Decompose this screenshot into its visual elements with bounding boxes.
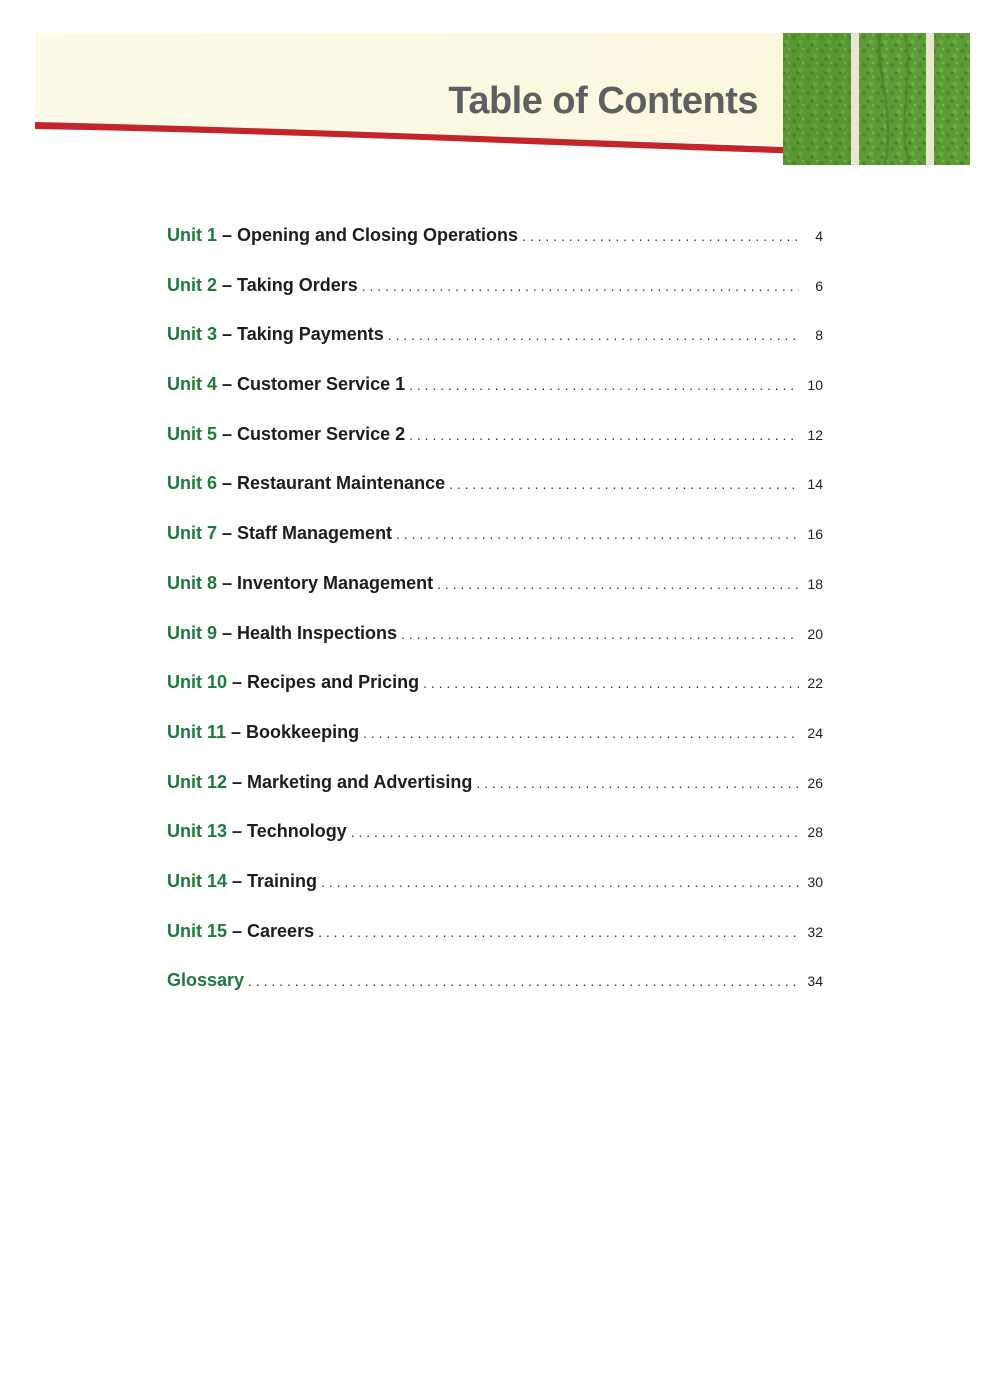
toc-entry[interactable] xyxy=(167,769,823,819)
toc-entry-separator: – xyxy=(227,920,248,941)
toc-entry-title: Customer Service 2 xyxy=(237,423,406,444)
toc-dot-leader xyxy=(449,471,799,497)
toc-entry-page-number: 16 xyxy=(807,526,823,543)
toc-entry-title: Staff Management xyxy=(237,523,393,544)
toc-dot-leader xyxy=(318,919,799,945)
toc-entry-separator: – xyxy=(227,821,248,842)
grass-panel-2 xyxy=(859,33,926,165)
toc-entry[interactable] xyxy=(167,620,823,670)
toc-entry-page-number: 34 xyxy=(807,973,823,990)
toc-entry-separator: – xyxy=(217,324,238,345)
toc-entry-page-number: 28 xyxy=(807,824,823,841)
toc-entry-page-number: 14 xyxy=(807,476,823,493)
toc-entry[interactable] xyxy=(167,371,823,421)
toc-entry-unit: Unit 9 xyxy=(167,622,218,643)
toc-dot-leader xyxy=(388,322,799,348)
toc-entry[interactable] xyxy=(167,321,823,371)
toc-entry-title: Taking Orders xyxy=(237,274,358,295)
toc-dot-leader xyxy=(351,819,799,845)
toc-entry-separator: – xyxy=(227,771,248,792)
toc-entry-page-number: 24 xyxy=(807,724,823,741)
toc-entry-title: Recipes and Pricing xyxy=(247,672,420,693)
toc-entry-title: Technology xyxy=(247,821,347,842)
toc-entry-page-number: 32 xyxy=(807,923,823,940)
toc-entry-page-number: 20 xyxy=(807,625,823,642)
toc-entry-separator: – xyxy=(217,622,238,643)
toc-entry-separator: – xyxy=(217,423,238,444)
toc-dot-leader xyxy=(396,521,799,547)
toc-entry[interactable] xyxy=(167,918,823,968)
toc-entry-page-number: 12 xyxy=(807,426,823,443)
toc-entry-unit: Unit 7 xyxy=(167,523,218,544)
toc-entry-title: Marketing and Advertising xyxy=(247,771,473,792)
toc-dot-leader xyxy=(401,621,799,647)
toc-entry[interactable] xyxy=(167,669,823,719)
toc-entry[interactable] xyxy=(167,818,823,868)
toc-entry-separator: – xyxy=(217,374,238,395)
toc-entry-page-number: 26 xyxy=(807,774,823,791)
toc-entry-unit: Unit 4 xyxy=(167,374,218,395)
toc-dot-leader xyxy=(437,571,799,597)
toc-entry-title: Health Inspections xyxy=(237,622,398,643)
toc-dot-leader xyxy=(248,968,799,994)
toc-entry-page-number: 4 xyxy=(815,228,823,244)
toc-entry[interactable] xyxy=(167,222,823,272)
toc-entry-unit: Unit 13 xyxy=(167,821,228,842)
toc-entry-unit: Unit 15 xyxy=(167,920,228,941)
toc-entry[interactable] xyxy=(167,868,823,918)
toc-entry-title: Restaurant Maintenance xyxy=(237,473,446,494)
toc-entry-separator: – xyxy=(217,225,238,245)
toc-entry-unit: Unit 12 xyxy=(167,771,228,792)
toc-entry-page-number: 10 xyxy=(807,377,823,394)
toc-entry-title: Training xyxy=(247,870,318,891)
toc-entry-title: Inventory Management xyxy=(237,572,434,593)
toc-entry-separator: – xyxy=(227,672,248,693)
toc-entry-unit: Unit 5 xyxy=(167,423,218,444)
toc-entry-unit: Glossary xyxy=(167,970,245,991)
toc-entry[interactable] xyxy=(167,570,823,620)
toc-dot-leader xyxy=(409,422,799,448)
toc-entry-unit: Unit 11 xyxy=(167,721,227,742)
table-of-contents xyxy=(167,222,823,1017)
toc-entry-page-number: 18 xyxy=(807,575,823,592)
toc-entry-separator: – xyxy=(217,523,238,544)
toc-entry[interactable] xyxy=(167,272,823,322)
toc-dot-leader xyxy=(423,670,799,696)
toc-entry-unit: Unit 14 xyxy=(167,870,228,891)
toc-entry-page-number: 30 xyxy=(807,873,823,890)
toc-entry-unit: Unit 6 xyxy=(167,473,218,494)
toc-entry-separator: – xyxy=(217,473,238,494)
toc-entry[interactable] xyxy=(167,470,823,520)
toc-entry[interactable] xyxy=(167,421,823,471)
toc-entry-unit: Unit 2 xyxy=(167,274,218,295)
toc-entry[interactable] xyxy=(167,967,823,1017)
toc-entry-unit: Unit 1 xyxy=(167,225,218,245)
toc-entry[interactable] xyxy=(167,719,823,769)
toc-entry-page-number: 8 xyxy=(815,327,823,344)
toc-entry-title: Opening and Closing Operations xyxy=(237,225,519,245)
toc-entry-title: Bookkeeping xyxy=(246,721,360,742)
grass-panel-3 xyxy=(934,33,970,165)
toc-entry-unit: Unit 10 xyxy=(167,672,228,693)
toc-entry-separator: – xyxy=(217,572,238,593)
toc-dot-leader xyxy=(363,720,799,746)
page-title: Table of Contents xyxy=(448,80,758,122)
toc-entry-page-number: 6 xyxy=(815,277,823,294)
toc-dot-leader xyxy=(476,770,799,796)
toc-entry-page-number: 22 xyxy=(807,675,823,692)
toc-entry-separator: – xyxy=(226,721,247,742)
toc-entry-title: Careers xyxy=(247,920,315,941)
toc-dot-leader xyxy=(362,273,799,299)
toc-dot-leader xyxy=(409,372,799,398)
toc-entry-title: Taking Payments xyxy=(237,324,384,345)
toc-entry-separator: – xyxy=(227,870,248,891)
toc-dot-leader xyxy=(321,869,799,895)
toc-dot-leader xyxy=(522,223,799,249)
toc-entry[interactable] xyxy=(167,520,823,570)
toc-entry-unit: Unit 3 xyxy=(167,324,218,345)
toc-entry-separator: – xyxy=(217,274,238,295)
toc-entry-title: Customer Service 1 xyxy=(237,374,406,395)
toc-entry-unit: Unit 8 xyxy=(167,572,218,593)
